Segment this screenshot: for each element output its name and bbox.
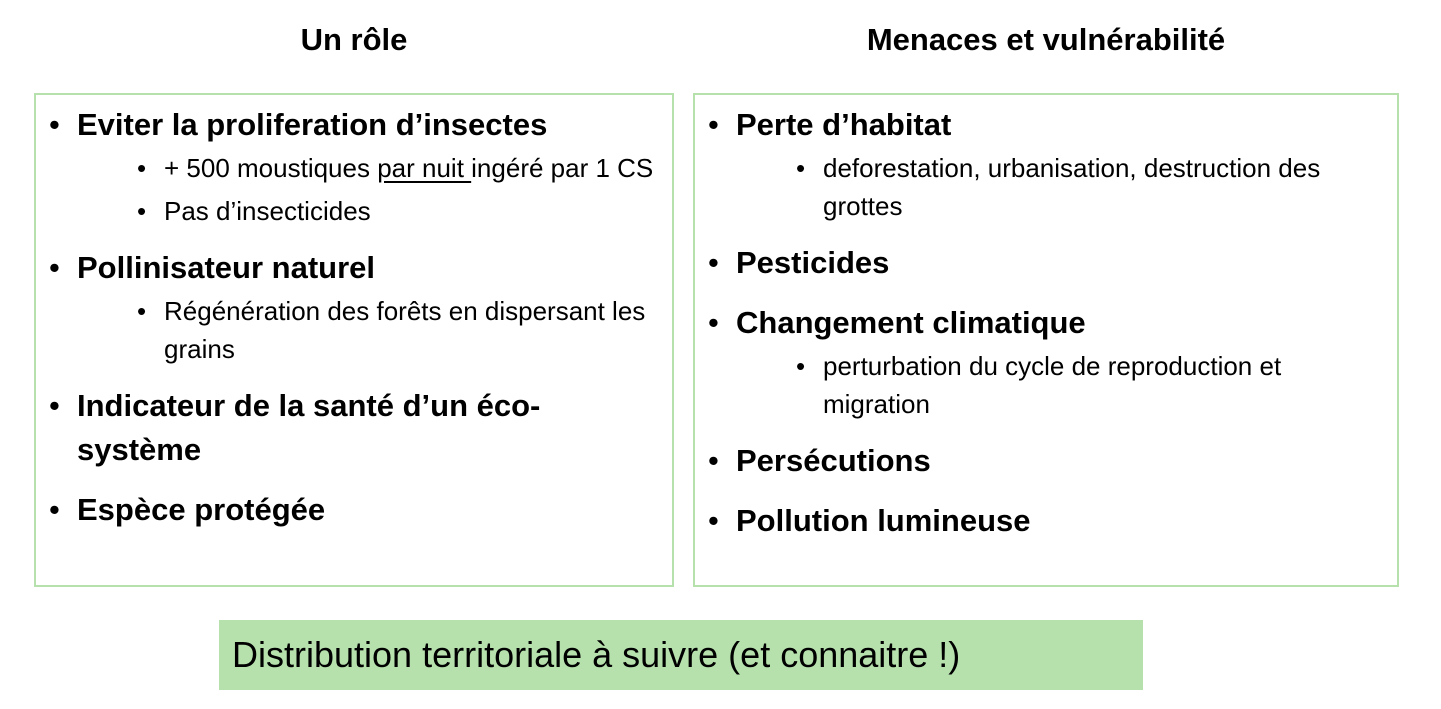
sub-list [736, 149, 1387, 225]
list-item [77, 292, 662, 368]
role-list [46, 103, 662, 532]
list-item [705, 439, 1387, 483]
column-title-role: Un rôle [300, 22, 408, 57]
threat-item-habitat: Perte d’habitat [736, 107, 952, 142]
mosquito-count-text: + 500 moustiques [164, 153, 378, 183]
no-insecticides-text: Pas d’insecticides [164, 196, 371, 226]
deforestation-text: deforestation, urbanisation, destruction des grottes [823, 153, 1321, 221]
threats-list [705, 103, 1387, 543]
list-item [705, 241, 1387, 285]
role-item-insects: Eviter la proliferation d’insectes [77, 107, 548, 142]
list-item [705, 103, 1387, 225]
threats-box [693, 93, 1399, 587]
list-item [46, 246, 662, 368]
distribution-banner: Distribution territoriale à suivre (et connaitre !) [219, 620, 1143, 690]
per-night-underlined-text: par nuit [377, 153, 472, 183]
list-item [77, 149, 662, 187]
sub-list [77, 292, 662, 368]
threat-item-climate: Changement climatique [736, 305, 1086, 340]
list-item [736, 347, 1387, 423]
list-item [736, 149, 1387, 225]
threat-item-persecution: Persécutions [736, 443, 931, 478]
list-item [46, 103, 662, 230]
forest-regeneration-text: Régénération des forêts en dispersant les grains [164, 296, 646, 364]
ingested-text: ingéré par 1 CS [471, 153, 654, 183]
role-item-pollinator: Pollinisateur naturel [77, 250, 376, 285]
list-item [46, 384, 662, 472]
list-item [77, 192, 662, 230]
column-title-threats: Menaces et vulnérabilité [866, 22, 1226, 57]
list-item [46, 488, 662, 532]
threat-item-pesticides: Pesticides [736, 245, 890, 280]
sub-list [736, 347, 1387, 423]
role-box [34, 93, 674, 587]
role-item-protected: Espèce protégée [77, 492, 326, 527]
sub-list [77, 149, 662, 230]
list-item [705, 499, 1387, 543]
threat-item-light-pollution: Pollution lumineuse [736, 503, 1031, 538]
reproduction-cycle-text: perturbation du cycle de reproduction et migration [823, 351, 1282, 419]
list-item [705, 301, 1387, 423]
role-item-indicator: Indicateur de la santé d’un éco-système [77, 388, 541, 467]
